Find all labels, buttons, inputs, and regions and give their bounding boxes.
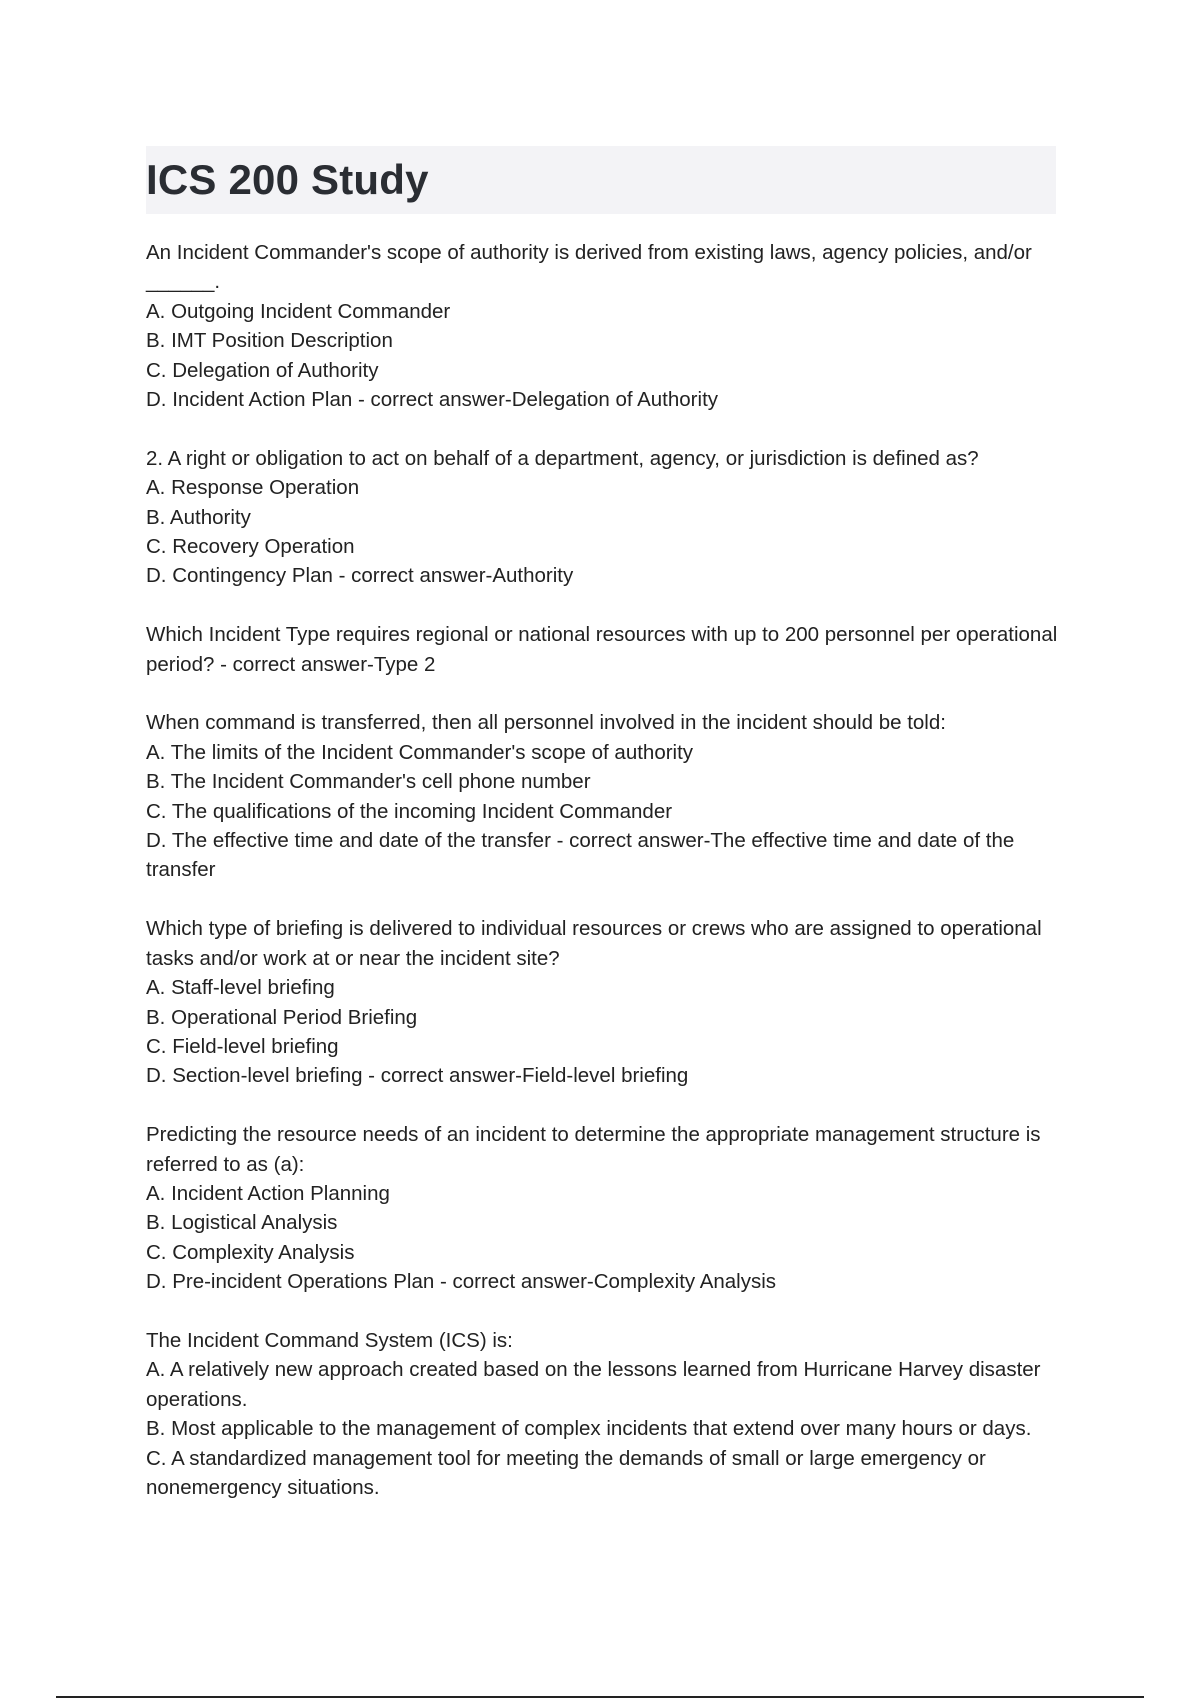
title-banner (146, 146, 1056, 214)
question-block (146, 1120, 1058, 1296)
question-block (146, 444, 1058, 591)
question-block (146, 1326, 1058, 1502)
question-block (146, 620, 1058, 679)
answer-option: C. Field-level briefing (146, 1034, 339, 1058)
question-block (146, 708, 1058, 884)
footer-divider (56, 1696, 1144, 1698)
answer-option: B. Most applicable to the management of complex incidents that extend over many hours or days. (146, 1417, 1032, 1441)
answer-option: B. Operational Period Briefing (146, 1005, 418, 1029)
page-title: ICS 200 Study (146, 156, 429, 203)
question-text-with-correct-answer: Which Incident Type requires regional or national resources with up to 200 personnel per operational period? - correct answer-Type 2 (146, 623, 1058, 676)
answer-option-with-correct-answer: D. Pre-incident Operations Plan - correct answer-Complexity Analysis (146, 1270, 777, 1294)
answer-option: C. Delegation of Authority (146, 358, 379, 382)
answer-option: B. Authority (146, 505, 251, 529)
answer-option: C. The qualifications of the incoming Incident Commander (146, 799, 673, 823)
answer-option: C. Complexity Analysis (146, 1240, 355, 1264)
answer-option: A. Outgoing Incident Commander (146, 299, 451, 323)
answer-option: C. Recovery Operation (146, 535, 355, 559)
question-text: 2. A right or obligation to act on behalf of a department, agency, or jurisdiction is defined as? (146, 446, 979, 470)
answer-option: C. A standardized management tool for meeting the demands of small or large emergency or nonemergency situations. (146, 1446, 986, 1499)
answer-option: A. Staff-level briefing (146, 976, 335, 1000)
answer-option: B. The Incident Commander's cell phone number (146, 770, 591, 794)
answer-option-with-correct-answer: D. The effective time and date of the transfer - correct answer-The effective time and date of the transfer (146, 829, 1015, 882)
study-content (146, 238, 1058, 1532)
question-text: When command is transferred, then all personnel involved in the incident should be told: (146, 711, 946, 735)
question-text: Predicting the resource needs of an incident to determine the appropriate management structure is referred to as (a): (146, 1123, 1041, 1176)
answer-option: B. Logistical Analysis (146, 1211, 338, 1235)
answer-option: B. IMT Position Description (146, 329, 393, 353)
question-text: An Incident Commander's scope of authority is derived from existing laws, agency policies, and/or ______. (146, 241, 1032, 294)
answer-option-with-correct-answer: D. Contingency Plan - correct answer-Authority (146, 564, 574, 588)
answer-option: A. A relatively new approach created based on the lessons learned from Hurricane Harvey disaster operations. (146, 1358, 1041, 1411)
answer-option: A. The limits of the Incident Commander's scope of authority (146, 740, 694, 764)
answer-option: A. Response Operation (146, 476, 360, 500)
question-text: Which type of briefing is delivered to individual resources or crews who are assigned to operational tasks and/or work at or near the incident site? (146, 917, 1042, 970)
question-text: The Incident Command System (ICS) is: (146, 1328, 513, 1352)
question-block (146, 238, 1058, 414)
answer-option-with-correct-answer: D. Section-level briefing - correct answer-Field-level briefing (146, 1064, 689, 1088)
answer-option-with-correct-answer: D. Incident Action Plan - correct answer-Delegation of Authority (146, 388, 719, 412)
question-block (146, 914, 1058, 1090)
answer-option: A. Incident Action Planning (146, 1181, 390, 1205)
